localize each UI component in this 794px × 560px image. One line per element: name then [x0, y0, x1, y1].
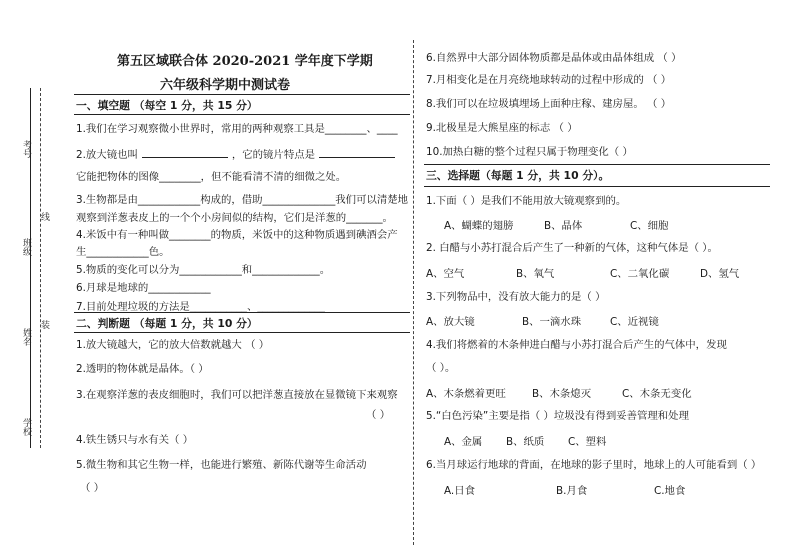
- section3-bottom-rule: [424, 186, 770, 187]
- choice-q4-option-b[interactable]: B、木条熄灭: [532, 388, 592, 400]
- fill-q2-part2: ，它的镜片特点是: [231, 149, 315, 161]
- fill-q2-part1: 2.放大镜也叫: [76, 149, 138, 161]
- section1-top-rule: [74, 94, 410, 95]
- section2-bottom-rule: [74, 332, 410, 333]
- judge-q8: 8.我们可以在垃圾填埋场上面种庄稼、建房屋。 （ ）: [426, 98, 672, 110]
- choice-q1-option-a[interactable]: A、蝴蝶的翅膀: [444, 220, 514, 232]
- fill-q2-continued: 它能把物体的图像________，但不能看清不清的细微之处。: [76, 171, 347, 183]
- fill-q3-line1: 3.生物都是由____________构成的，借助______________我们可以清楚地: [76, 194, 409, 206]
- judge-q2: 2.透明的物体就是晶体。（ ）: [76, 363, 209, 375]
- choice-q4-line2[interactable]: （ ）。: [426, 362, 456, 374]
- choice-q6-option-b[interactable]: B.月食: [556, 485, 588, 497]
- fill-q2-blank1[interactable]: [142, 146, 228, 158]
- judge-q9: 9.北极星是大熊星座的标志 （ ）: [426, 122, 578, 134]
- side-mark-line: 线: [39, 212, 49, 221]
- choice-q3-option-a[interactable]: A、放大镜: [426, 316, 475, 328]
- choice-q5-option-b[interactable]: B、纸质: [506, 436, 545, 448]
- side-label-exam-number: 考号: [21, 140, 31, 158]
- choice-q4-option-c[interactable]: C、木条无变化: [622, 388, 692, 400]
- judge-q3-line1: 3.在观察洋葱的表皮细胞时，我们可以把洋葱直接放在显微镜下来观察: [76, 389, 398, 401]
- choice-q2-option-a[interactable]: A、空气: [426, 268, 465, 280]
- section3-title: 三、选择题（每题 1 分，共 10 分）。: [426, 169, 610, 182]
- exam-title-line2: 六年级科学期中测试卷: [160, 78, 291, 93]
- column-divider: [413, 40, 414, 545]
- judge-q1: 1.放大镜越大，它的放大倍数就越大 （ ）: [76, 339, 270, 351]
- judge-q4: 4.铁生锈只与水有关（ ）: [76, 434, 194, 446]
- exam-title-line1: 第五区域联合体 2020-2021 学年度下学期: [117, 54, 373, 69]
- choice-q2-option-c[interactable]: C、二氧化碳: [610, 268, 670, 280]
- choice-q6-option-a[interactable]: A.日食: [444, 485, 476, 497]
- choice-q2-option-d[interactable]: D、氢气: [700, 268, 740, 280]
- binding-dashed-line: [40, 88, 41, 448]
- choice-q4-line1: 4.我们将燃着的木条伸进白醋与小苏打混合后产生的气体中，发现: [426, 339, 727, 351]
- choice-q3-option-c[interactable]: C、近视镜: [610, 316, 659, 328]
- fill-q4-line1: 4.米饭中有一种叫做________的物质，米饭中的这种物质遇到碘酒会产: [76, 229, 398, 241]
- fill-q1: 1.我们在学习观察微小世界时，常用的两种观察工具是________、____: [76, 123, 398, 135]
- choice-q2: 2. 白醋与小苏打混合后产生了一种新的气体，这种气体是（ ）。: [426, 242, 718, 254]
- choice-q6: 6.当月球运行地球的背面，在地球的影子里时，地球上的人可能看到（ ）: [426, 459, 762, 471]
- fill-q2-blank2[interactable]: [319, 146, 395, 158]
- fill-q6: 6.月球是地球的____________: [76, 282, 211, 294]
- choice-q1: 1.下面（ ）是我们不能用放大镜观察到的。: [426, 195, 627, 207]
- section2-top-rule: [74, 312, 410, 313]
- section1-bottom-rule: [74, 114, 410, 115]
- judge-q7: 7.月相变化是在月亮绕地球转动的过程中形成的 （ ）: [426, 74, 672, 86]
- choice-q1-option-b[interactable]: B、晶体: [544, 220, 583, 232]
- fill-q5: 5.物质的变化可以分为____________和_____________。: [76, 264, 331, 276]
- side-label-school: 学校: [21, 418, 31, 436]
- choice-q6-option-c[interactable]: C.地食: [654, 485, 686, 497]
- choice-q3-option-b[interactable]: B、一滴水珠: [522, 316, 582, 328]
- choice-q3: 3.下列物品中，没有放大能力的是（ ）: [426, 291, 606, 303]
- fill-q4-line2: 生____________色。: [76, 246, 170, 258]
- judge-q6: 6.自然界中大部分固体物质都是晶体或由晶体组成 （ ）: [426, 52, 682, 64]
- judge-q5-answer[interactable]: （ ）: [80, 482, 105, 494]
- judge-q3-answer[interactable]: （ ）: [366, 409, 391, 421]
- choice-q4-option-a[interactable]: A、木条燃着更旺: [426, 388, 506, 400]
- choice-q5: 5.“白色污染”主要是指（ ）垃圾没有得到妥善管理和处理: [426, 410, 689, 422]
- section2-title: 二、判断题 （每题 1 分，共 10 分）: [76, 317, 258, 330]
- side-label-name: 姓名: [21, 328, 31, 346]
- section1-title: 一、填空题 （每空 1 分，共 15 分）: [76, 99, 258, 112]
- side-mark-zhuang: 装: [39, 320, 49, 329]
- choice-q5-option-a[interactable]: A、金属: [444, 436, 483, 448]
- section3-top-rule: [424, 164, 770, 165]
- fill-q7: 7.目前处理垃圾的方法是___________、_____________: [76, 301, 325, 313]
- choice-q2-option-b[interactable]: B、氧气: [516, 268, 555, 280]
- fill-q3-line2: 观察到洋葱表皮上的一个个小房间似的结构，它们是洋葱的_______。: [76, 212, 393, 224]
- choice-q1-option-c[interactable]: C、细胞: [630, 220, 669, 232]
- choice-q5-option-c[interactable]: C、塑料: [568, 436, 607, 448]
- side-label-class: 班级: [21, 238, 31, 256]
- judge-q5-line1: 5.微生物和其它生物一样，也能进行繁殖、新陈代谢等生命活动: [76, 459, 367, 471]
- judge-q10: 10.加热白糖的整个过程只属于物理变化（ ）: [426, 146, 633, 158]
- fill-q2: [76, 146, 395, 162]
